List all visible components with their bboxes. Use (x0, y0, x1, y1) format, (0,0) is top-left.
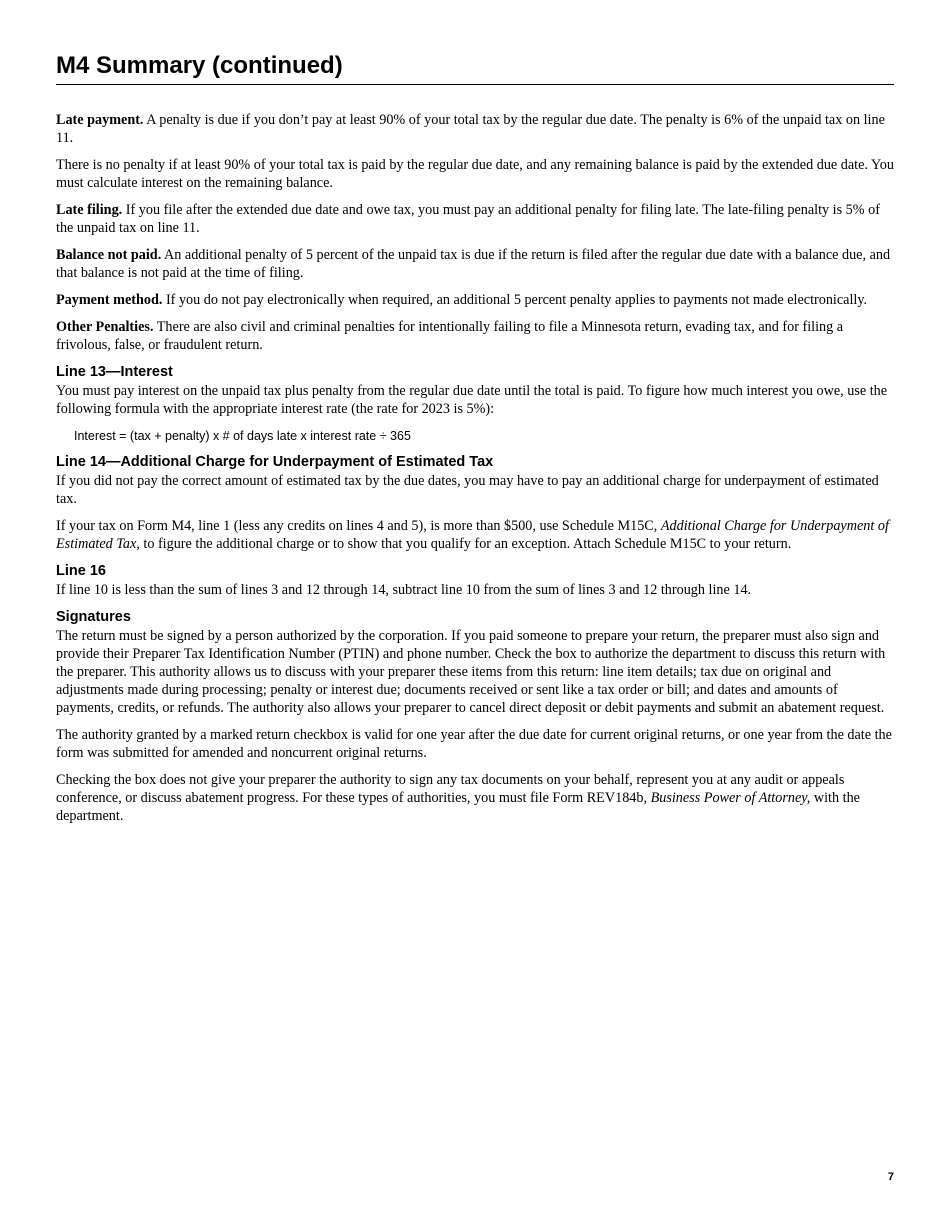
page (56, 52, 894, 834)
schedule-m15c-title: Additional Charge for Underpayment of Estimated Tax, (56, 518, 889, 552)
interest-formula: Interest = (tax + penalty) x # of days late x interest rate ÷ 365 (74, 429, 411, 443)
line16-heading: Line 16 (56, 563, 106, 579)
signatures-p3-start: Checking the box does not give your preparer the authority to sign any tax documents on your behalf, represent you at any audit or appeals conference, or discuss abatement progress. For these types of authorities, you must file Form REV184b, (56, 772, 845, 806)
signatures-heading: Signatures (56, 609, 131, 625)
power-of-attorney-title: Business Power of Attorney, (650, 790, 811, 806)
line14-p2-start: If your tax on Form M4, line 1 (less any credits on lines 4 and 5), is more than $500, use Schedule M15C, (56, 518, 661, 534)
payment-method-text: If you do not pay electronically when required, an additional 5 percent penalty applies to payments not made electronically. (162, 292, 868, 308)
signatures-paragraph-2: The authority granted by a marked return checkbox is valid for one year after the due date for current original returns, or one year from the date the form was submitted for amended and noncurrent original returns. (56, 727, 892, 761)
line14-heading: Line 14—Additional Charge for Underpayment of Estimated Tax (56, 454, 494, 470)
line13-heading: Line 13—Interest (56, 364, 173, 380)
balance-not-paid-text: An additional penalty of 5 percent of the unpaid tax is due if the return is filed after the regular due date with a balance due, and that balance is not paid at the time of filing. (56, 247, 891, 281)
payment-method-label: Payment method. (56, 292, 163, 308)
late-filing-text: If you file after the extended due date and owe tax, you must pay an additional penalty for filing late. The late-filing penalty is 5% of the unpaid tax on line 11. (56, 202, 880, 236)
balance-not-paid-paragraph (56, 246, 894, 282)
other-penalties-paragraph (56, 318, 894, 354)
signatures-p3-end: with the department. (56, 790, 860, 824)
late-filing-paragraph (56, 201, 894, 237)
payment-method-paragraph (56, 291, 894, 309)
page-title: M4 Summary (continued) (56, 52, 894, 85)
late-payment-label: Late payment. (56, 112, 144, 128)
page-number: 7 (887, 1171, 894, 1183)
signatures-paragraph-1: The return must be signed by a person authorized by the corporation. If you paid someone to prepare your return, the preparer must also sign and provide their Preparer Tax Identification Number (PTIN) and phone number. Check the box to authorize the department to discuss this return with the preparer. This authority allows us to discuss with your preparer these items from this return: line item details; tax due on original and adjustments made during processing; penalty or interest due; documents received or sent like a tax order or bill; and dates and amounts of payments, credits, or refunds. The authority also allows your preparer to cancel direct deposit or debit payments and submit an abatement request. (56, 628, 886, 716)
line14-paragraph-1: If you did not pay the correct amount of estimated tax by the due dates, you may have to pay an additional charge for underpayment of estimated tax. (56, 473, 879, 507)
other-penalties-text: There are also civil and criminal penalties for intentionally failing to file a Minnesota return, evading tax, and for filing a frivolous, false, or fraudulent return. (56, 319, 844, 353)
balance-not-paid-label: Balance not paid. (56, 247, 162, 263)
late-payment-note: There is no penalty if at least 90% of your total tax is paid by the regular due date, and any remaining balance is paid by the extended due date. You must calculate interest on the remaining balance. (56, 157, 894, 191)
late-payment-paragraph (56, 111, 894, 147)
line14-p2-end: to figure the additional charge or to show that you qualify for an exception. Attach Schedule M15C to your return. (139, 536, 792, 552)
signatures-paragraph-3 (56, 771, 894, 825)
line13-text: You must pay interest on the unpaid tax plus penalty from the regular due date until the total is paid. To figure how much interest you owe, use the following formula with the appropriate interest rate (the rate for 2023 is 5%): (56, 383, 888, 417)
line16-text: If line 10 is less than the sum of lines 3 and 12 through 14, subtract line 10 from the sum of lines 3 and 12 through line 14. (56, 582, 752, 598)
late-payment-text: A penalty is due if you don’t pay at least 90% of your total tax by the regular due date. The penalty is 6% of the unpaid tax on line 11. (56, 112, 885, 146)
line14-paragraph-2 (56, 517, 894, 553)
other-penalties-label: Other Penalties. (56, 319, 154, 335)
late-filing-label: Late filing. (56, 202, 123, 218)
document-body (56, 111, 894, 825)
